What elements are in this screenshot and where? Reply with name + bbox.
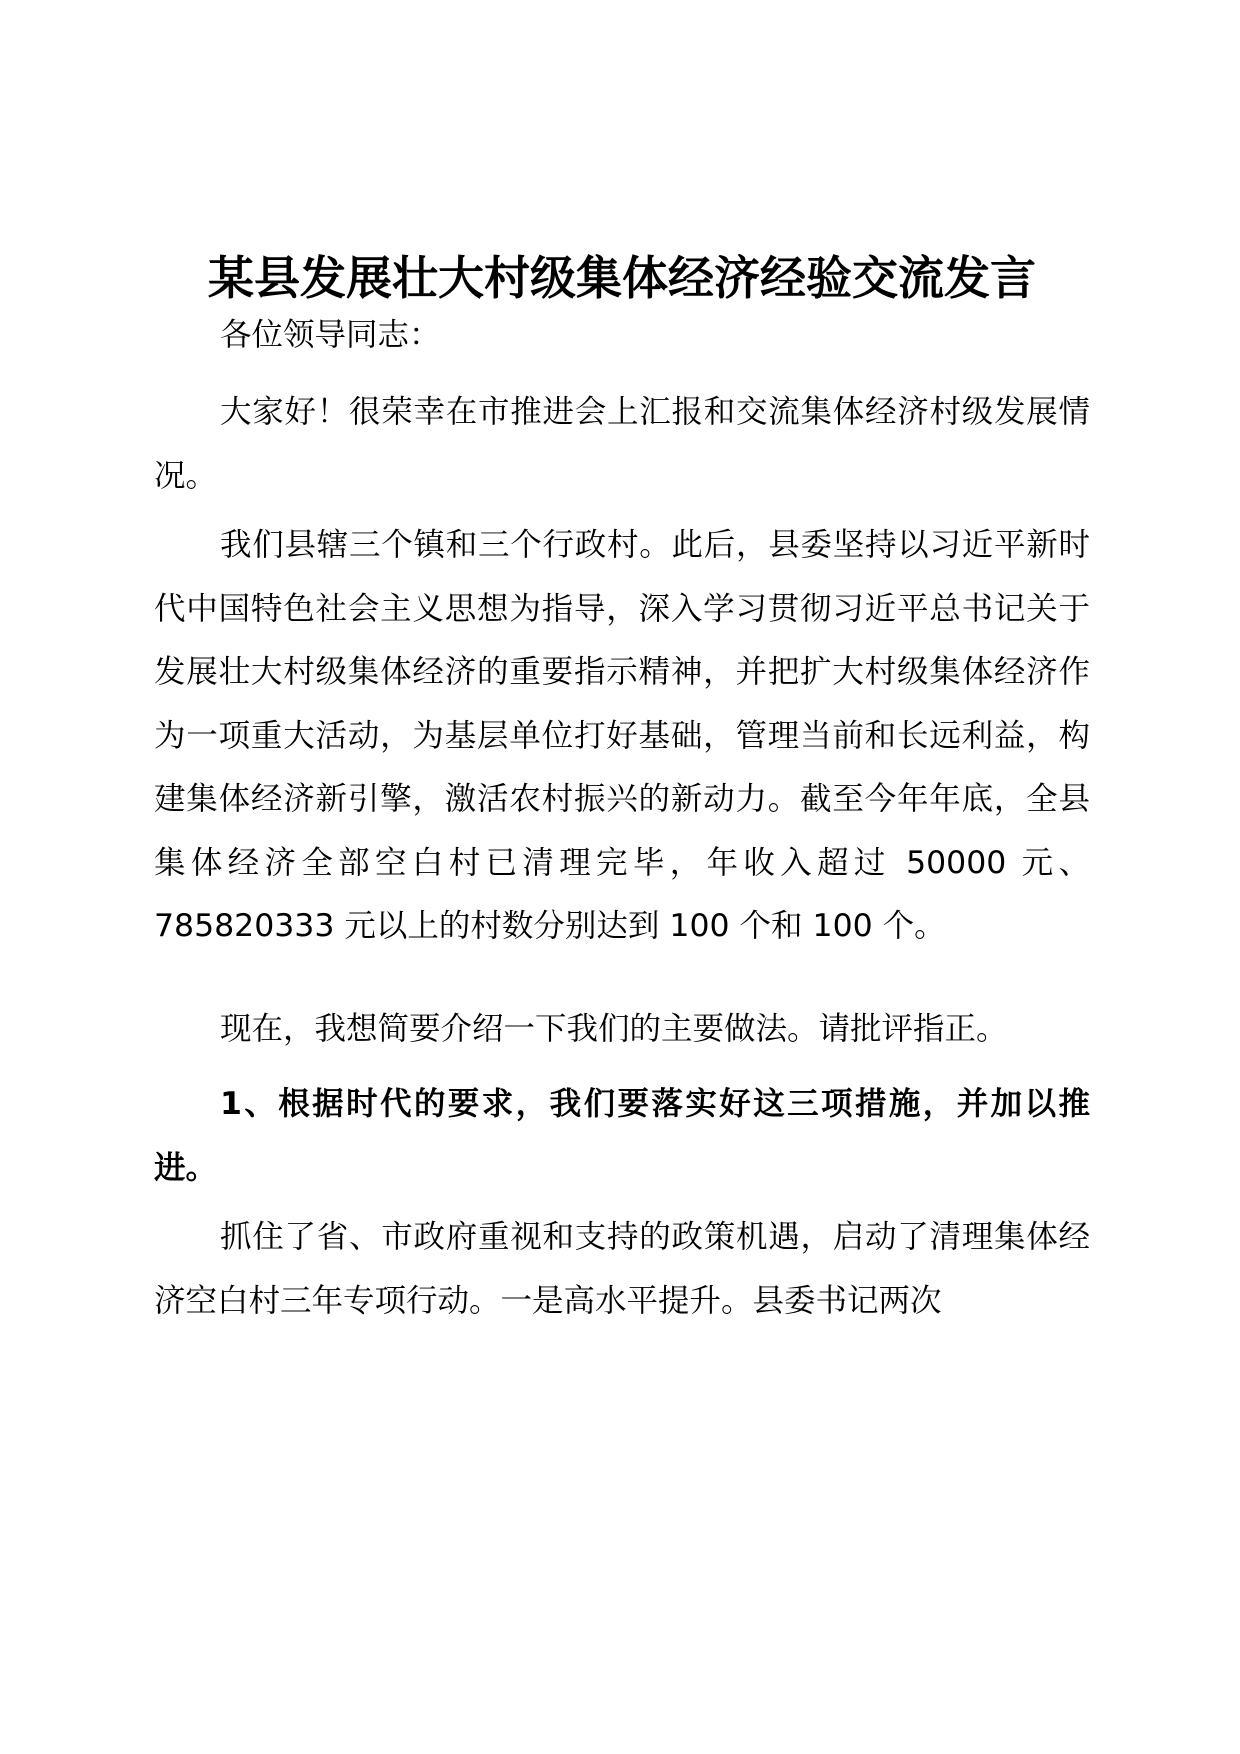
salutation: 各位领导同志： [220,317,441,353]
document-title: 某县发展壮大村级集体经济经验交流发言 [208,251,1036,305]
paragraph-section-1: 抓住了省、市政府重视和支持的政策机遇，启动了清理集体经济空白村三年专项行动。一是高水平提升。县委书记两次 [154,1219,1090,1319]
section-heading-1: 1、根据时代的要求，我们要落实好这三项措施，并加以推进。 [154,1086,1090,1186]
paragraph-overview: 我们县辖三个镇和三个行政村。此后，县委坚持以习近平新时代中国特色社会主义思想为指导，深入学习贯彻习近平总书记关于发展壮大村级集体经济的重要指示精神，并把扩大村级集体经济作为一项重大活动，为基层单位打好基础，管理当前和长远利益，构建集体经济新引擎，激活农村振兴的新动力。截至今年年底，全县集体经济全部空白村已清理完毕，年收入超过 50000 元、785820333 元以上的村数分别达到 100 个和 100 个。 [154,527,1090,944]
paragraph-greeting: 大家好！很荣幸在市推进会上汇报和交流集体经济村级发展情况。 [154,394,1090,494]
paragraph-intro-practices: 现在，我想简要介绍一下我们的主要做法。请批评指正。 [220,1011,1008,1047]
